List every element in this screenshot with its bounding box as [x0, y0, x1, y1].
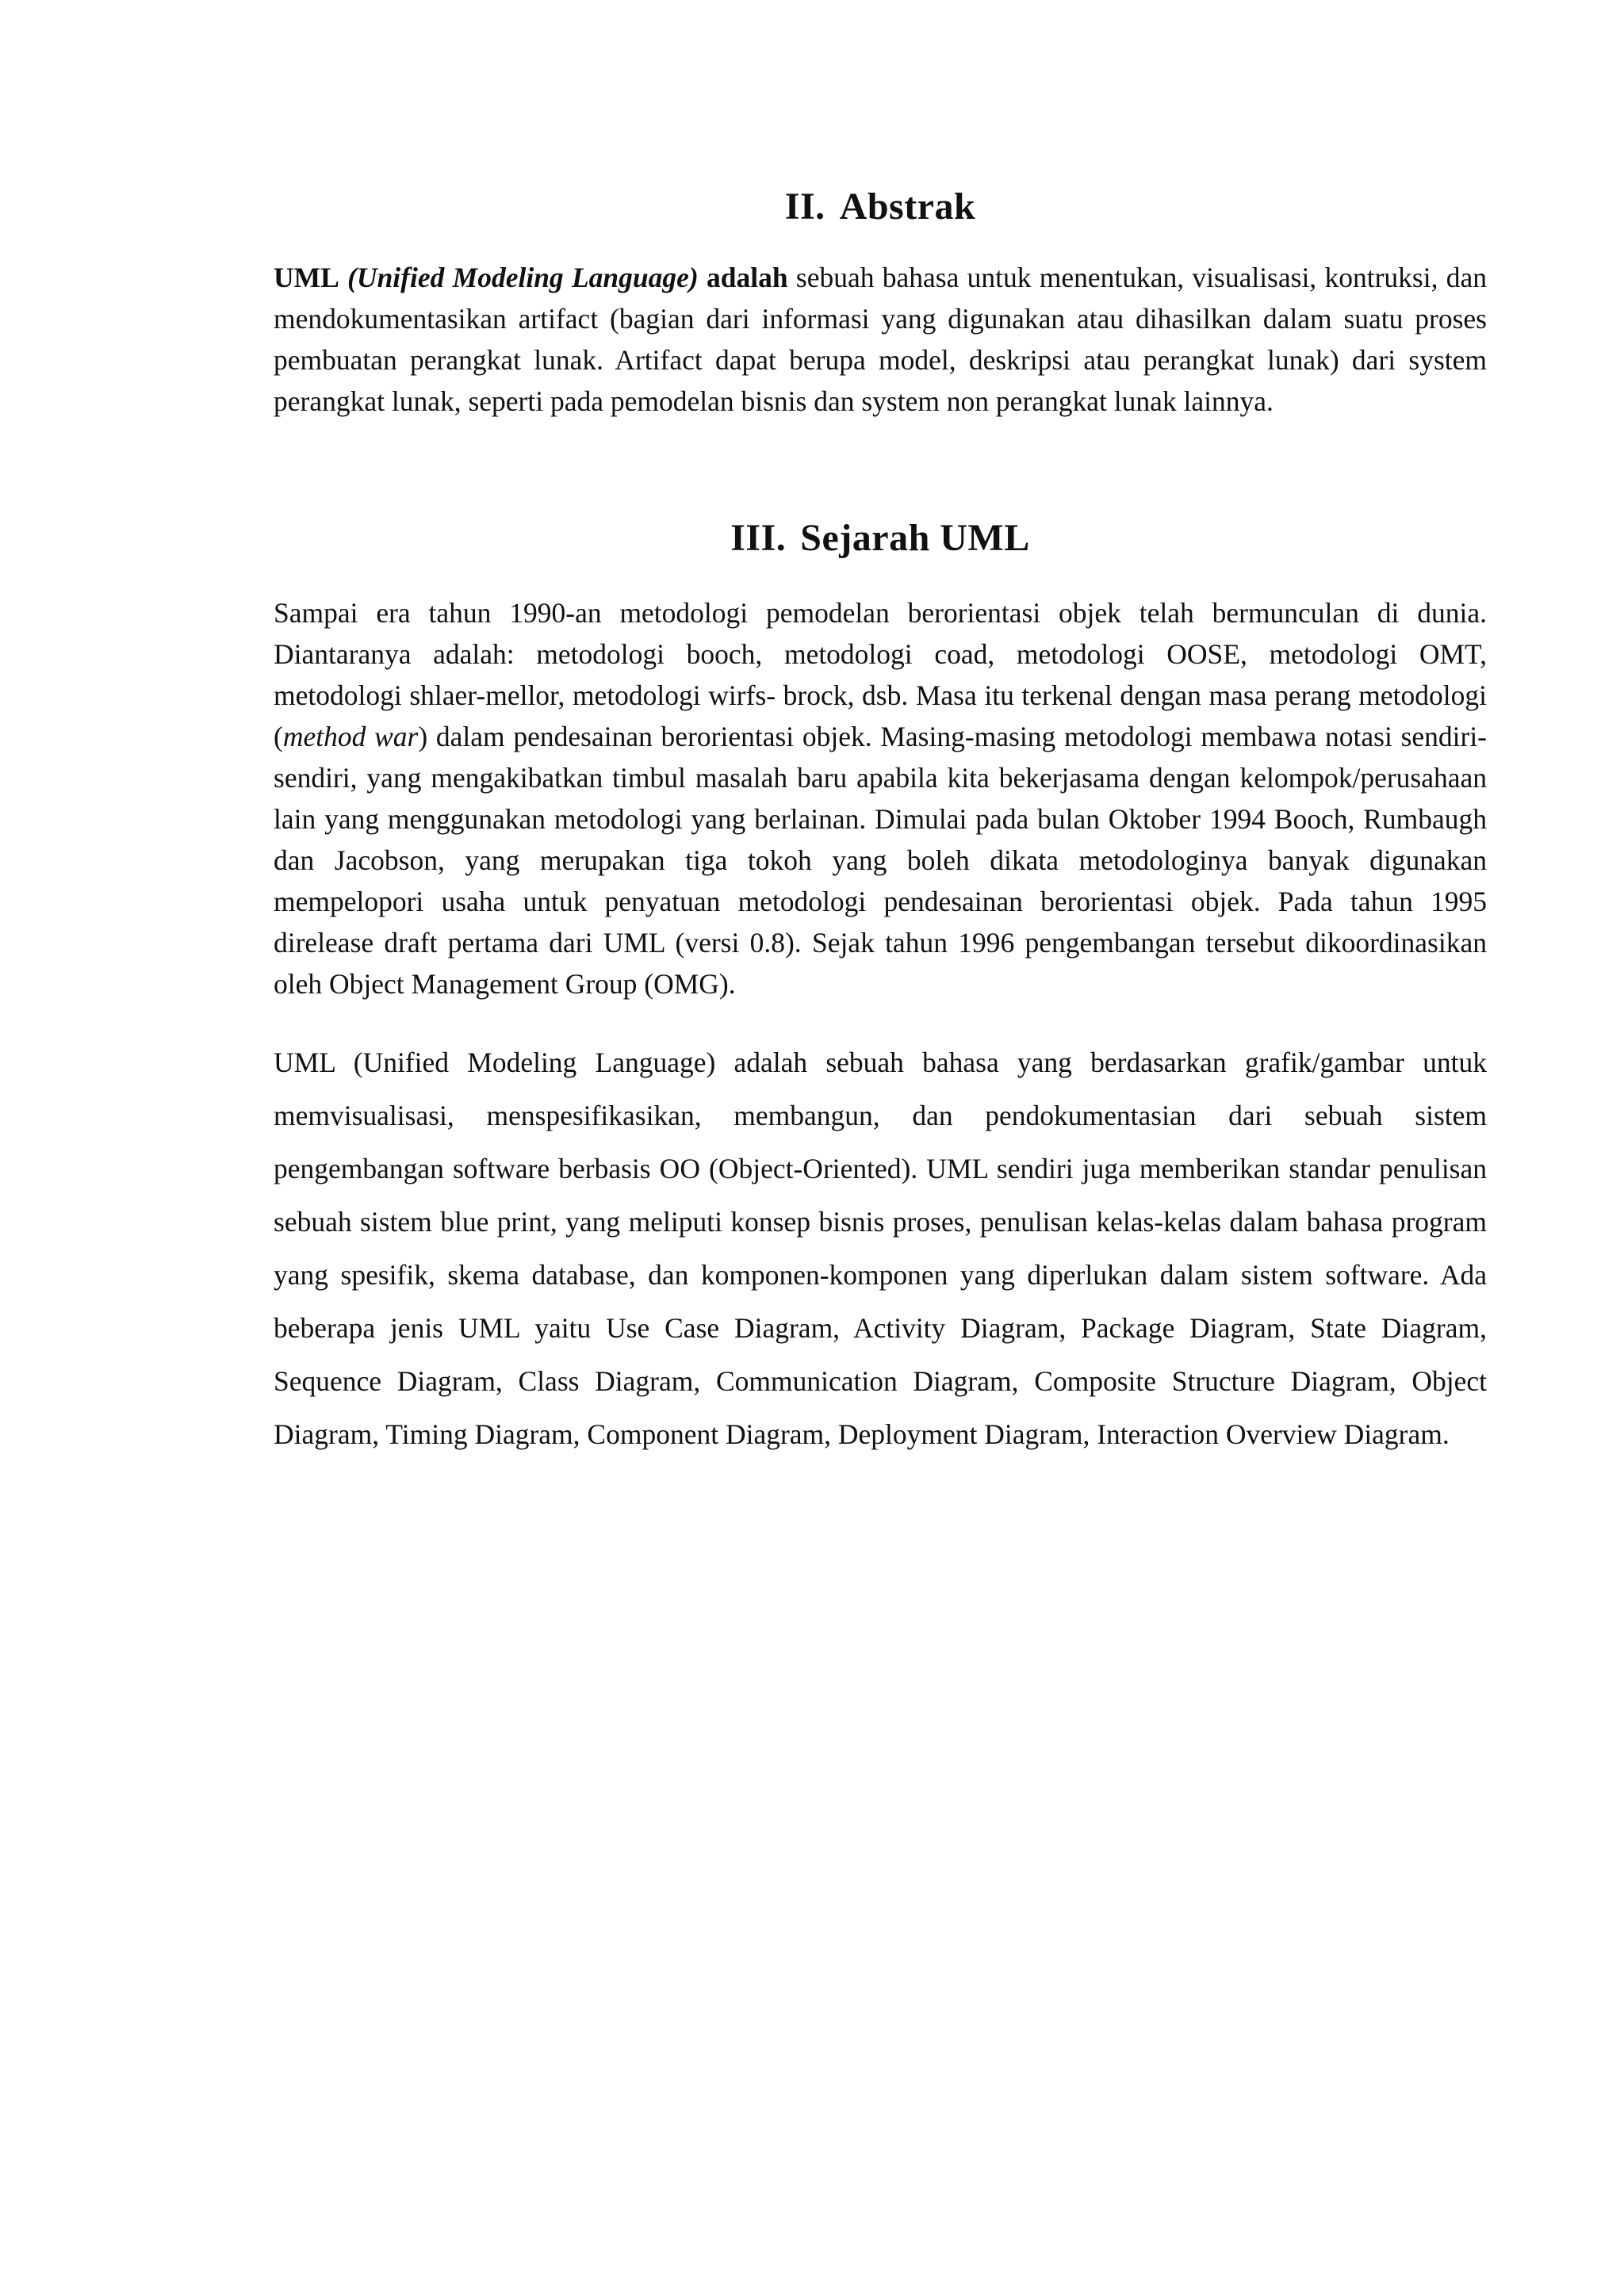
section-title: Abstrak	[839, 186, 976, 228]
paragraph-text: Sampai era tahun 1990-an metodologi pemodelan berorientasi objek telah bermunculan di dunia. Diantaranya adalah: metodologi booch, metodologi coad, metodologi OOSE, metodologi OMT, metodologi shlaer-mellor, metodologi wirfs- brock, dsb. Masa itu terkenal dengan masa perang metodologi (	[274, 597, 1487, 753]
sejarah-paragraph-1	[274, 592, 1487, 1004]
definition-verb: adalah	[707, 261, 788, 293]
term-expansion: (Unified Modeling Language)	[347, 261, 699, 293]
section-number: III.	[730, 516, 787, 559]
sejarah-paragraph-2: UML (Unified Modeling Language) adalah sebuah bahasa yang berdasarkan grafik/gambar untuk memvisualisasi, menspesifikasikan, membangun, dan pendokumentasian dari sebuah sistem pengembangan software berbasis OO (Object-Oriented). UML sendiri juga memberikan standar penulisan sebuah sistem blue print, yang meliputi konsep bisnis proses, penulisan kelas-kelas dalam bahasa program yang spesifik, skema database, dan komponen-komponen yang diperlukan dalam sistem software. Ada beberapa jenis UML yaitu Use Case Diagram, Activity Diagram, Package Diagram, State Diagram, Sequence Diagram, Class Diagram, Communication Diagram, Composite Structure Diagram, Object Diagram, Timing Diagram, Component Diagram, Deployment Diagram, Interaction Overview Diagram.	[274, 1047, 1487, 1451]
italic-phrase: method war	[282, 721, 419, 753]
abstrak-body-text: sebuah bahasa untuk menentukan, visualisasi, kontruksi, dan mendokumentasikan artifact (bagian dari informasi yang digunakan atau dihasilkan dalam suatu proses pembuatan perangkat lunak. Artifact dapat berupa model, deskripsi atau perangkat lunak) dari system perangkat lunak, seperti pada pemodelan bisnis dan system non perangkat lunak lainnya.	[274, 261, 1487, 417]
paragraph-text: ) dalam pendesainan berorientasi objek. Masing-masing metodologi membawa notasi sendiri- sendiri, yang mengakibatkan timbul masalah baru apabila kita bekerjasama dengan kelompok/perusahaan lain yang menggunakan metodologi yang berlainan. Dimulai pada bulan Oktober 1994 Booch, Rumbaugh dan Jacobson, yang merupakan tiga tokoh yang boleh dikata metodologinya banyak digunakan mempelopori usaha untuk penyatuan metodologi pendesainan berorientasi objek. Pada tahun 1995 direlease draft pertama dari UML (versi 0.8). Sejak tahun 1996 pengembangan tersebut dikoordinasikan oleh Object Management Group (OMG).	[274, 721, 1488, 1001]
section-heading-sejarah	[274, 515, 1487, 561]
term-uml: UML	[274, 261, 339, 293]
document-content	[274, 184, 1487, 1461]
section-number: II.	[784, 186, 825, 228]
abstrak-paragraph	[274, 257, 1487, 422]
section-title: Sejarah UML	[800, 516, 1030, 559]
section-heading-abstrak	[274, 184, 1487, 230]
